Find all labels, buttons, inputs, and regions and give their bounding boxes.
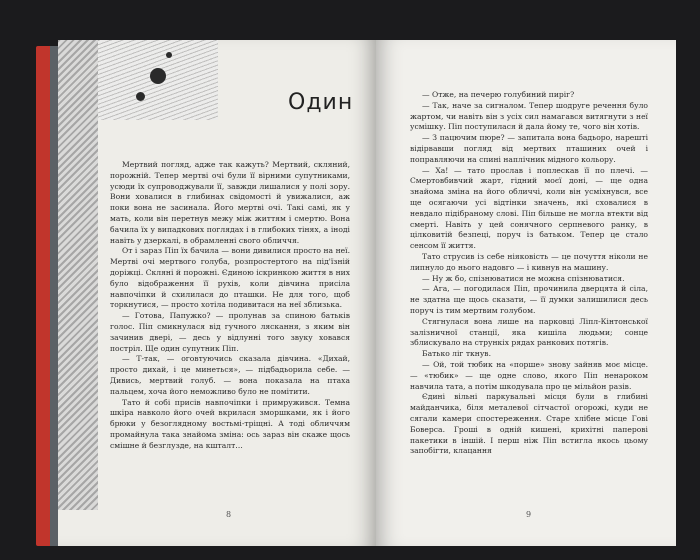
paragraph: — Ха! — тато прослав і поплескав її по плечі. — Смертовбивчий жарт, гідний моєї доні, — ще одна знайома зміна на його обличчі, коли він усміхнувся, все ще осягаючи усі відтінки значень, які сховалися в невдало підібраному слові. Піп більше не могла втекти від смерті. Навіть у цей сонячного серпневого ранку, в цілковитій безпеці, поруч із батьком. Тепер це стало сенсом її життя. [410, 165, 648, 251]
ink-blot [166, 52, 172, 58]
paragraph: Єдині вільні паркувальні місця були в глибині майданчика, біля металевої сітчастої огорожі, куди не сягали камери спостереження. Старе хлібне місце Гові Боверса. Гроші в одній кишені, крихітні паперові пакетики в іншій. І перш ніж Піп встигла якось цьому запобігти, клацання [410, 392, 648, 456]
ink-blot [136, 92, 145, 101]
ink-blot [150, 68, 166, 84]
paragraph: Тато й собі присів навпочіпки і примружився. Темна шкіра навколо його очей вкрилася зморшками, як і його брюки у безоглядному востьмі-тріщні. А тоді обличчям промайнула така знайома зміна: ось зараз він скаже щось смішне й безглузде, на кшталт… [110, 397, 350, 450]
paragraph: — Так, наче за сигналом. Тепер шодруге речення було жартом, чи навіть він з усіх сил намагався витягнути з неї усмішку. Піп поступилася й дала йому те, чого він хотів. [410, 100, 648, 132]
chapter-title: Один [288, 90, 354, 115]
paragraph: Батько ліг ткнув. [422, 349, 491, 359]
paragraph: — З пацючим пюре? — запитала вона бадьоро, нарешті відірвавши погляд від мертвих пташиних очей і поправляючи на спині наплічник мідного кольору. [410, 133, 648, 164]
left-page-text [110, 160, 350, 452]
paragraph: — Ага, — погодилася Піп, прочинила дверцята й сіла, не здатна ще щось сказати, — її думки залишилися десь поруч із тим мертвим голубом. [410, 284, 648, 315]
decorative-illustration [58, 40, 98, 510]
paragraph: От і зараз Піп їх бачила — вони дивилися просто на неї. Мертві очі мертвого голуба, розпростертого на під'їзній доріжці. Скляні й порожні. Єдиною іскринкою життя в них було відображення її рухів, коли дівчина присіла навпочіпки й схилилася до пташки. Не для того, щоб торкнутися, — просто хотіла подивитася на неї зблизька. [110, 246, 350, 310]
paragraph: Стягнулася вона лише на парковці Ліпл-Кінтонської залізничної станції, яка кишіла людьми; сонце зблискувало на стрункіх рядах ранкових потягів. [410, 316, 648, 348]
page-number: 9 [526, 510, 532, 519]
paragraph: — Готова, Папужко? — пролунав за спиною батьків голос. Піп смикнулася від гучного ляскання, з яким він зачинив двері, — десь у відлунні того звуку ховався постріл. Ще один супутник Піп. [110, 311, 350, 353]
paragraph: — Ой, той тюбик на «порше» знову зайняв моє місце. — «тюбик» — ще одне слово, якого Піп ненароком навчила тата, а потім шкодувала про це мільйон разів. [410, 359, 648, 391]
right-page [376, 40, 676, 546]
paragraph: — Т-так, — оговтуючись сказала дівчина. «Дихай, просто дихай, і це минеться», — підбадьорила себе. — Дивись, мертвий голуб. — вона показала на птаха пальцем, хоча його неможливо було не помітити. [110, 354, 350, 396]
right-page-text [410, 90, 648, 457]
left-page [58, 40, 376, 546]
open-book [28, 40, 678, 550]
page-number: 8 [226, 510, 232, 519]
paragraph: — Ну ж бо, спізнюватися не можна спізнюватися. [422, 273, 625, 283]
paragraph: Тато струсив із себе ніяковість — це почуття ніколи не липнуло до нього надовго — і кивнув на машину. [410, 251, 648, 272]
paragraph: — Отже, на печерю голубиний пиріг? [422, 90, 575, 99]
paragraph: Мертвий погляд, адже так кажуть? Мертвий, скляний, порожній. Тепер мертві очі були її вірними супутниками, усюди їх супроводжували її, завжди лишалися у полі зору. Вони ховалися в глибинах свідомості й увижалися, аж поки вона не засинала. Його мертві очі. Такі самі, як у мать, коли він перетнув межу між життям і смертю. Вона бачила їх у випадкових поглядах і в глибоких тінях, а іноді навіть у дзеркалі, в обрамленні свого обличчя. [110, 160, 350, 245]
